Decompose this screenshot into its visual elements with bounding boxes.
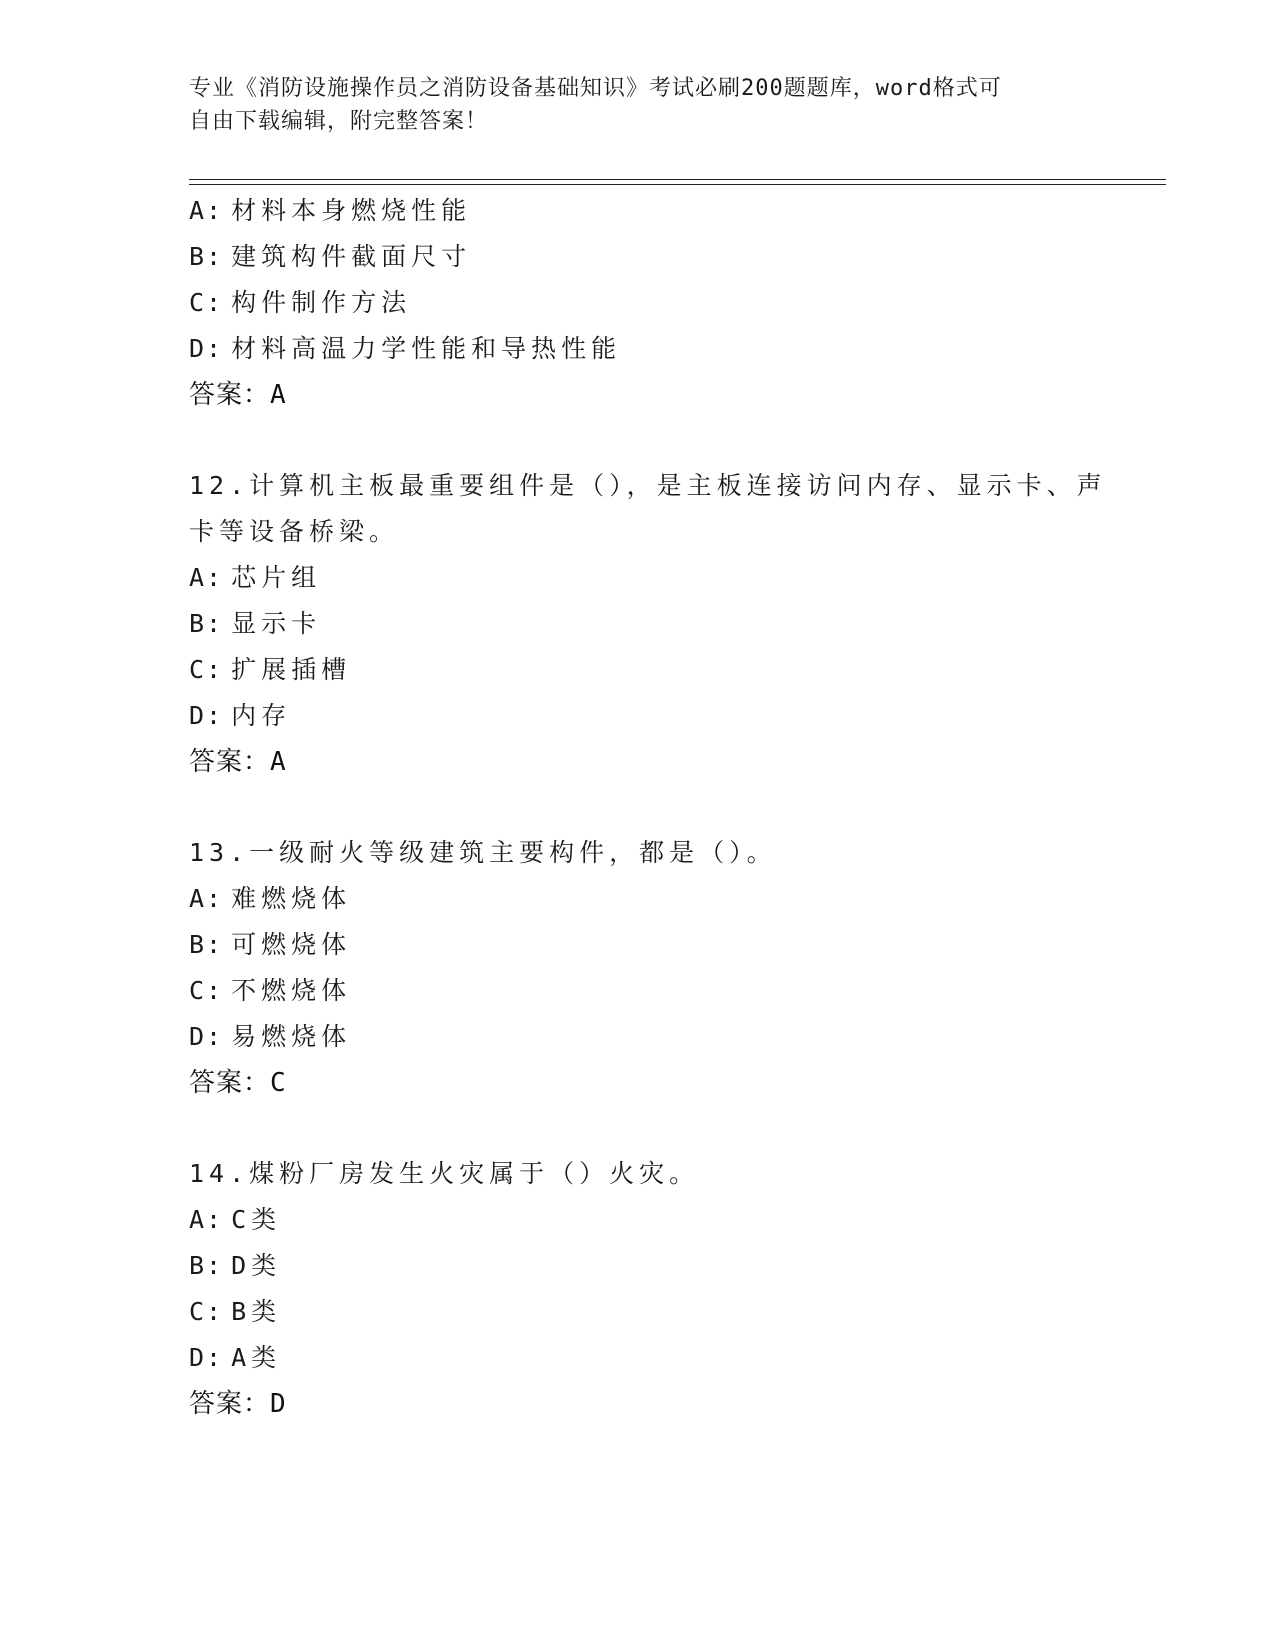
answer-label: 答案： bbox=[189, 747, 271, 777]
question-block-11 bbox=[189, 188, 1149, 418]
option-text: 扩展插槽 bbox=[231, 655, 352, 684]
option-d bbox=[189, 326, 1149, 372]
header-divider-top bbox=[189, 179, 1166, 180]
option-letter: D: bbox=[189, 1022, 224, 1051]
option-text: 可燃烧体 bbox=[231, 930, 352, 959]
answer-value: D bbox=[270, 1389, 287, 1419]
question-block-14 bbox=[189, 1151, 1149, 1427]
answer-line bbox=[189, 1381, 1149, 1427]
option-letter: C: bbox=[189, 1297, 224, 1326]
option-letter: C: bbox=[189, 655, 224, 684]
option-text: B类 bbox=[231, 1297, 282, 1326]
answer-value: C bbox=[270, 1068, 287, 1098]
answer-line bbox=[189, 739, 1149, 785]
header-divider-bottom bbox=[189, 184, 1166, 185]
option-text: A类 bbox=[231, 1343, 282, 1372]
question-list bbox=[189, 188, 1149, 1427]
option-letter: D: bbox=[189, 1343, 224, 1372]
option-d bbox=[189, 1014, 1149, 1060]
option-text: 显示卡 bbox=[231, 609, 322, 638]
option-letter: C: bbox=[189, 976, 224, 1005]
option-b bbox=[189, 922, 1149, 968]
option-letter: A: bbox=[189, 563, 224, 592]
answer-label: 答案： bbox=[189, 1389, 271, 1419]
option-c bbox=[189, 968, 1149, 1014]
option-a bbox=[189, 876, 1149, 922]
option-a bbox=[189, 188, 1149, 234]
question-text-line-2: 卡等设备桥梁。 bbox=[189, 517, 400, 546]
option-a bbox=[189, 555, 1149, 601]
question-text-line-1: 13.一级耐火等级建筑主要构件，都是（）。 bbox=[189, 838, 777, 867]
header-title-line-2: 自由下载编辑，附完整答案！ bbox=[189, 109, 489, 134]
option-d bbox=[189, 693, 1149, 739]
spacer bbox=[189, 418, 1149, 463]
answer-line bbox=[189, 1060, 1149, 1106]
option-b bbox=[189, 601, 1149, 647]
document-header bbox=[189, 72, 1089, 138]
option-letter: B: bbox=[189, 242, 224, 271]
spacer bbox=[189, 785, 1149, 830]
answer-line bbox=[189, 372, 1149, 418]
option-text: 芯片组 bbox=[231, 563, 322, 592]
option-a bbox=[189, 1197, 1149, 1243]
option-letter: B: bbox=[189, 930, 224, 959]
answer-value: A bbox=[270, 747, 287, 777]
option-letter: B: bbox=[189, 1251, 224, 1280]
option-text: 材料高温力学性能和导热性能 bbox=[231, 334, 622, 363]
option-b bbox=[189, 1243, 1149, 1289]
answer-label: 答案： bbox=[189, 380, 271, 410]
option-letter: B: bbox=[189, 609, 224, 638]
answer-value: A bbox=[270, 380, 287, 410]
header-title-line-1: 专业《消防设施操作员之消防设备基础知识》考试必刷200题题库，word格式可 bbox=[189, 76, 1002, 101]
option-d bbox=[189, 1335, 1149, 1381]
option-letter: A: bbox=[189, 196, 224, 225]
option-text: C类 bbox=[231, 1205, 282, 1234]
answer-label: 答案： bbox=[189, 1068, 271, 1098]
question-block-12 bbox=[189, 463, 1149, 785]
option-text: 材料本身燃烧性能 bbox=[231, 196, 472, 225]
question-text-line-1: 12.计算机主板最重要组件是（），是主板连接访问内存、显示卡、声 bbox=[189, 471, 1107, 500]
question-block-13 bbox=[189, 830, 1149, 1106]
option-letter: D: bbox=[189, 334, 224, 363]
option-text: 构件制作方法 bbox=[231, 288, 412, 317]
option-text: 不燃烧体 bbox=[231, 976, 352, 1005]
option-letter: A: bbox=[189, 884, 224, 913]
option-text: 难燃烧体 bbox=[231, 884, 352, 913]
spacer bbox=[189, 1106, 1149, 1151]
option-letter: A: bbox=[189, 1205, 224, 1234]
option-text: D类 bbox=[231, 1251, 282, 1280]
option-c bbox=[189, 280, 1149, 326]
option-text: 易燃烧体 bbox=[231, 1022, 352, 1051]
option-b bbox=[189, 234, 1149, 280]
option-text: 建筑构件截面尺寸 bbox=[231, 242, 472, 271]
option-c bbox=[189, 1289, 1149, 1335]
option-c bbox=[189, 647, 1149, 693]
option-letter: D: bbox=[189, 701, 224, 730]
option-letter: C: bbox=[189, 288, 224, 317]
question-text-line-1: 14.煤粉厂房发生火灾属于（）火灾。 bbox=[189, 1159, 700, 1188]
option-text: 内存 bbox=[231, 701, 292, 730]
